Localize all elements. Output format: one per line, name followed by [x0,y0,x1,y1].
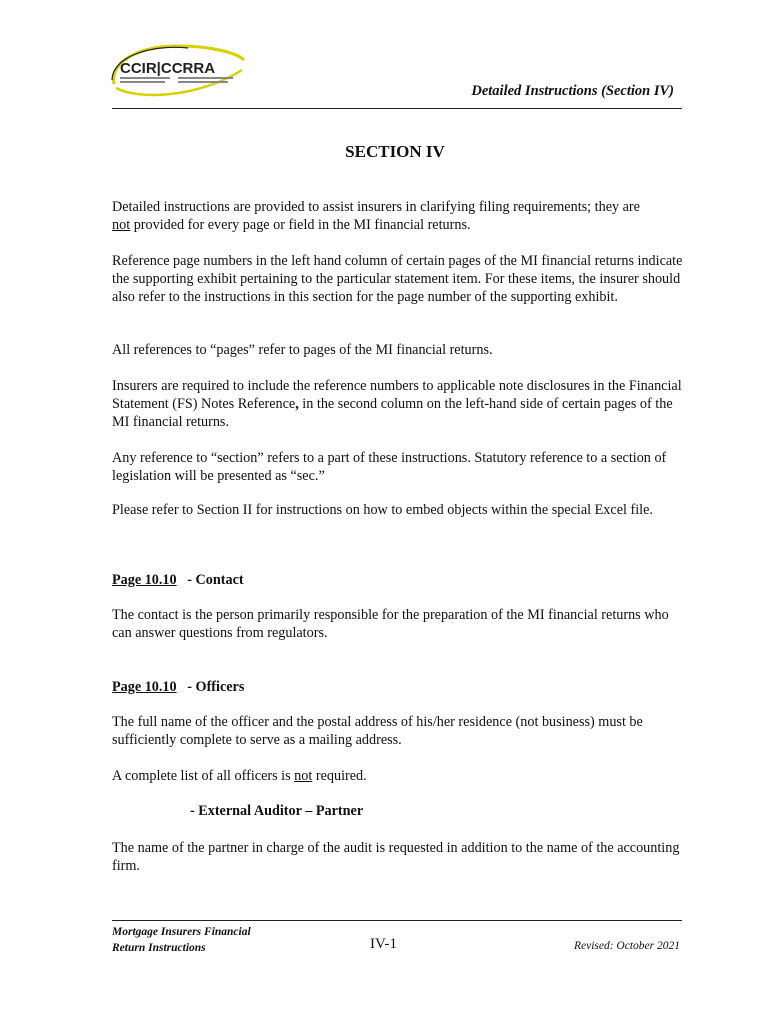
revised-date: Revised: October 2021 [573,940,680,952]
p1-text-a: Detailed instructions are provided to assist insurers in clarifying filing requirements; they are [112,199,640,215]
logo-text: CCIR|CCRRA [120,60,216,77]
footer-doc-title [112,924,251,956]
officers-text: The full name of the officer and the postal address of his/her residence (not business) must be sufficiently complete to serve as a mailing address. [112,714,643,749]
officers-list-b: required. [312,768,367,784]
footer-rule [112,920,682,921]
p1-text-b: provided for every page or field in the MI financial returns. [130,217,471,234]
officers-list-paragraph [112,767,684,785]
officers-page-ref: Page 10.10 [112,679,177,695]
header-title: Detailed Instructions (Section IV) [471,83,674,99]
contact-page-ref: Page 10.10 [112,572,177,588]
officers-list-not: not [294,768,313,784]
page-number: IV-1 [370,936,397,952]
paragraph-4 [112,377,684,432]
auditor-paragraph [112,839,684,875]
p4-text-b: in the second column on the left-hand side of certain pages of the MI financial returns. [112,396,673,431]
footer-line-1: Mortgage Insurers Financial [112,926,251,938]
paragraph-3 [112,341,684,359]
footer-line-2: Return Instructions [112,942,206,954]
contact-text: The contact is the person primarily responsible for the preparation of the MI financial returns who can answer questions from regulators. [112,607,669,642]
logo-graphic [108,40,248,102]
officers-list-a: A complete list of all officers is [112,768,295,784]
p4-text-a: Insurers are required to include the reference numbers to applicable note disclosures in the Financial Statement (FS) Notes Reference [112,378,682,413]
paragraph-2 [112,252,684,307]
paragraph-1 [112,198,684,234]
p5-text: Any reference to “section” refers to a part of these instructions. Statutory reference to a section of legislation will be presented as “sec.” [112,450,667,485]
paragraph-5 [112,449,684,485]
contact-heading [112,571,684,589]
p2-text: Reference page numbers in the left hand column of certain pages of the MI financial returns indicate the supporting exhibit pertaining to the particular statement item. For these items, the insurer should also refer to the instructions in this section for the page number of the supporting exhibit. [112,253,683,306]
officers-label: - Officers [187,679,245,695]
officers-heading [112,678,684,696]
ccir-ccrra-logo [108,40,248,102]
header-rule [112,108,682,109]
section-title: SECTION IV [345,142,445,161]
paragraph-6 [112,501,684,519]
p3-text: All references to “pages” refer to pages of the MI financial returns. [112,342,493,358]
officers-paragraph [112,713,684,749]
contact-label: - Contact [187,572,244,588]
auditor-text: The name of the partner in charge of the audit is requested in addition to the name of the accounting firm. [112,840,680,875]
p6-text: Please refer to Section II for instructions on how to embed objects within the special Excel file. [112,502,653,518]
p1-not: not [112,217,131,234]
auditor-heading: - External Auditor – Partner [190,803,364,819]
contact-paragraph [112,606,684,642]
p4-comma: , [295,396,299,413]
